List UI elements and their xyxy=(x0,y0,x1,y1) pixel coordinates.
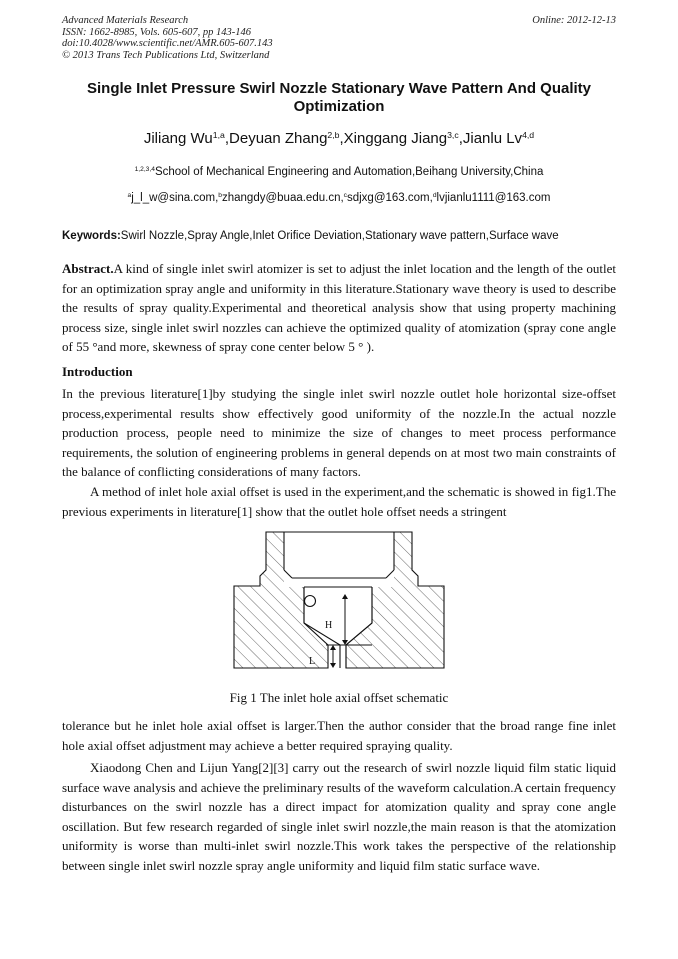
figure-1 xyxy=(232,530,446,678)
nozzle-schematic xyxy=(232,530,446,678)
author-name: Jiliang Wu xyxy=(143,130,213,147)
author-affiliation-mark: 4,d xyxy=(522,129,535,140)
email-mark: b xyxy=(218,192,222,199)
dimension-l-arrow-top xyxy=(330,645,336,650)
intro-paragraph-2: A method of inlet hole axial offset is used in the experiment,and the schematic is showed in fig1.The previous experiments in literature[1] show that the outlet hole offset needs a stringent xyxy=(62,484,616,519)
email-address[interactable]: j_l_w@sina.com, xyxy=(131,192,219,204)
email-mark: c xyxy=(343,192,347,199)
abstract-text: A kind of single inlet swirl atomizer is set to adjust the inlet location and the length of the outlet for an optimization spray angle and uniformity in this literature.Stationary wave theory is used to describe the results of spray quality.Experimental and theoretical analysis show that using property machining process size, single inlet swirl nozzles can achieve the optimized quality of atomization (spray cone angle of 55 °and more, skewness of spray cone center below 5 ° ). xyxy=(62,261,616,354)
author-affiliation-mark: 1,a xyxy=(212,129,225,140)
author-separator: , xyxy=(224,130,230,147)
abstract-label: Abstract. xyxy=(62,261,114,276)
introduction-heading: Introduction xyxy=(62,364,133,379)
author-list xyxy=(62,130,616,148)
swirl-chamber-void xyxy=(284,532,394,587)
email-address[interactable]: lvjianlu1111@163.com xyxy=(436,192,551,204)
inlet-hole xyxy=(305,596,316,607)
abstract xyxy=(62,259,616,357)
keywords xyxy=(62,229,616,243)
paper-title: Single Inlet Pressure Swirl Nozzle Stationary Wave Pattern And Quality Optimization xyxy=(86,80,592,115)
online-date: Online: 2012-12-13 xyxy=(532,15,616,26)
affiliation-mark: 1,2,3,4 xyxy=(134,166,155,173)
affiliation-text: School of Mechanical Engineering and Automation,Beihang University,China xyxy=(154,166,544,178)
author-name: Xinggang Jiang xyxy=(343,130,448,147)
email-list xyxy=(62,191,616,205)
author-name: Jianlu Lv xyxy=(462,130,523,147)
email-address[interactable]: zhangdy@buaa.edu.cn, xyxy=(222,192,344,204)
dimension-l-arrow-bottom xyxy=(330,663,336,668)
email-address[interactable]: sdjxg@163.com, xyxy=(346,192,433,204)
doi-line: doi:10.4028/www.scientific.net/AMR.605-607.143 xyxy=(62,38,273,49)
journal-header xyxy=(62,15,616,61)
author-separator: , xyxy=(339,130,344,147)
intro-paragraph-4: Xiaodong Chen and Lijun Yang[2][3] carry out the research of swirl nozzle liquid film static liquid surface wave analysis and achieve the preliminary results of the waveform calculation.A certain frequency disturbances on the swirl nozzle has a direct impact for atomization quality and spray cone angle oscillation. But few research regarded of single inlet swirl nozzle,the main reason is that the atomization uniformity is worse than multi-inlet swirl nozzle.This work takes the perspective of the relationship between single inlet swirl nozzle spray angle uniformity and liquid film static surface wave. xyxy=(62,760,616,873)
copyright-line: © 2013 Trans Tech Publications Ltd, Switzerland xyxy=(62,49,270,61)
keywords-label: Keywords: xyxy=(62,230,121,242)
journal-name: Advanced Materials Research xyxy=(62,15,189,26)
figure-caption: Fig 1 The inlet hole axial offset schematic xyxy=(229,690,449,705)
author-affiliation-mark: 3,c xyxy=(447,129,459,140)
dimension-h-label: H xyxy=(325,620,333,631)
dimension-l-label: L xyxy=(309,656,316,667)
dimension-h-arrow-top xyxy=(342,594,348,599)
email-mark: a xyxy=(127,192,132,199)
issn-line: ISSN: 1662-8985, Vols. 605-607, pp 143-146 xyxy=(62,26,251,38)
author-separator: , xyxy=(458,130,463,147)
email-mark: d xyxy=(432,192,437,199)
keywords-text: Swirl Nozzle,Spray Angle,Inlet Orifice Deviation,Stationary wave pattern,Surface wave xyxy=(120,230,559,242)
intro-paragraph-1: In the previous literature[1]by studying the single inlet swirl nozzle outlet hole horizontal size-offset process,experimental results show effectively good uniformity of the nozzle.In the actual nozzle production process, people need to minimize the size of changes to meet process performance requirements, the solution of engineering problems in general depends on at most two main constraints of the balance of conflicting considerations of many factors. xyxy=(62,386,616,479)
intro-paragraph-3: tolerance but he inlet hole axial offset is larger.Then the author consider that the broad range fine inlet hole axial offset adjustment may achieve a better required spraying quality. xyxy=(62,718,616,753)
author-affiliation-mark: 2,b xyxy=(327,129,340,140)
affiliation xyxy=(62,165,616,179)
author-name: Deyuan Zhang xyxy=(229,130,328,147)
